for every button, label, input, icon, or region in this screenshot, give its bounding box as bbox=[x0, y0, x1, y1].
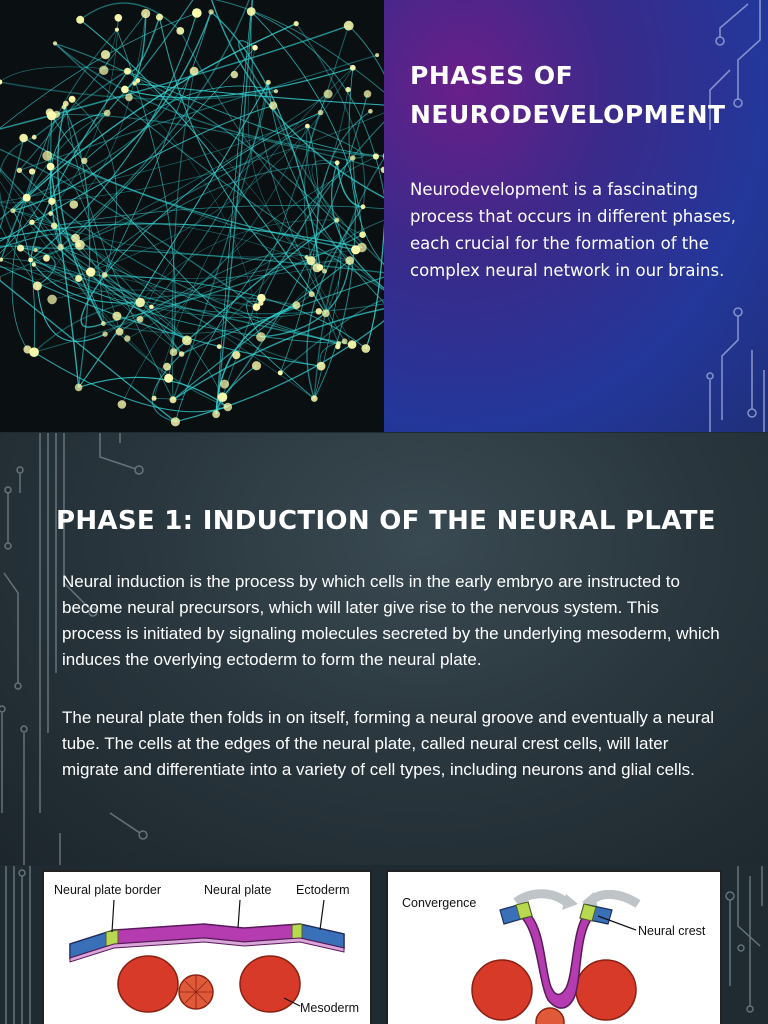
mesoderm-left bbox=[118, 956, 178, 1012]
neuron-node bbox=[192, 8, 202, 18]
neuron-node bbox=[182, 336, 192, 346]
label-neural-plate-border: Neural plate border bbox=[54, 883, 162, 897]
neuron-node bbox=[322, 309, 330, 317]
neuron-node bbox=[309, 291, 315, 297]
neuron-node bbox=[232, 351, 240, 359]
neuron-node bbox=[104, 110, 111, 117]
neuron-node bbox=[29, 168, 35, 174]
neuron-node bbox=[115, 28, 119, 32]
neuron-node bbox=[29, 347, 39, 357]
neuron-fiber bbox=[135, 84, 384, 106]
neuron-node bbox=[220, 380, 229, 389]
neuron-node bbox=[274, 89, 278, 93]
neural-plate-figure bbox=[42, 870, 372, 1024]
neuron-node bbox=[342, 338, 348, 344]
neuron-node bbox=[135, 78, 140, 83]
neuron-node bbox=[269, 102, 277, 110]
neuron-node bbox=[51, 223, 58, 230]
slide-phase-1 bbox=[0, 433, 768, 865]
neuron-node bbox=[364, 90, 372, 98]
slide-intro-text: Neurodevelopment is a fascinating process that occurs in different phases, each crucial for the formation of the complex neural network in our brains. bbox=[410, 180, 736, 280]
neuron-node bbox=[179, 351, 185, 357]
neuron-node bbox=[124, 335, 130, 341]
neuron-fiber bbox=[154, 398, 183, 399]
neuron-node bbox=[294, 21, 299, 26]
neuron-node bbox=[99, 66, 108, 75]
neuron-node bbox=[312, 263, 321, 272]
neuron-node bbox=[247, 7, 256, 16]
phase-1-paragraph-1: Neural induction is the process by which cells in the early embryo are instructed to become neural precursors, which will later give rise to the nervous system. This process is initiated by signaling molecules secreted by the underlying mesoderm, which induces the overlying ectoderm to form the neural plate. bbox=[62, 572, 720, 669]
neuron-node bbox=[124, 68, 131, 75]
neuron-node bbox=[116, 328, 124, 336]
neuron-node bbox=[311, 395, 318, 402]
neuron-network-image bbox=[0, 0, 384, 432]
neuron-node bbox=[32, 135, 37, 140]
neuron-node bbox=[345, 87, 350, 92]
neuron-node bbox=[75, 384, 83, 392]
neuron-node bbox=[33, 281, 42, 290]
neuron-node bbox=[70, 200, 79, 209]
neuron-node bbox=[176, 27, 184, 35]
neuron-node bbox=[344, 21, 354, 31]
neuron-node bbox=[318, 110, 324, 116]
neuron-node bbox=[141, 9, 150, 18]
neuron-node bbox=[29, 220, 34, 225]
neuron-node bbox=[317, 362, 326, 371]
slide-title-heading: PHASES OF NEURODEVELOPMENT bbox=[410, 61, 726, 129]
neuron-node bbox=[86, 267, 95, 276]
neuron-node bbox=[149, 305, 154, 310]
neuron-node bbox=[257, 294, 265, 302]
neuron-fiber bbox=[251, 11, 345, 341]
neuron-node bbox=[102, 272, 108, 278]
neuron-node bbox=[345, 256, 354, 265]
neuron-node bbox=[112, 312, 121, 321]
slide-neural-plate-figures bbox=[0, 866, 768, 1024]
neuron-node bbox=[373, 153, 379, 159]
neuron-network-illustration bbox=[0, 0, 384, 432]
neuron-node bbox=[118, 400, 127, 409]
neuron-node bbox=[252, 45, 258, 51]
neuron-fiber bbox=[206, 0, 384, 211]
neuron-fiber bbox=[201, 0, 384, 106]
neuron-node bbox=[190, 67, 199, 76]
neuron-node bbox=[17, 168, 22, 173]
neuron-node bbox=[19, 134, 28, 143]
label-convergence: Convergence bbox=[402, 896, 477, 910]
neuron-node bbox=[348, 340, 357, 349]
slide-title bbox=[0, 0, 768, 432]
neuron-node bbox=[231, 71, 238, 78]
neuron-node bbox=[217, 344, 222, 349]
neuron-node bbox=[137, 316, 144, 323]
neuron-node bbox=[115, 14, 123, 22]
neuron-node bbox=[135, 298, 145, 308]
neuron-node bbox=[164, 374, 173, 383]
neuron-node bbox=[23, 194, 31, 202]
neural-groove-diagram bbox=[388, 872, 722, 1024]
neuron-node bbox=[163, 363, 171, 371]
neuron-fiber bbox=[349, 26, 384, 211]
neuron-node bbox=[350, 155, 356, 161]
neuron-node bbox=[47, 163, 55, 171]
neuron-node bbox=[335, 160, 340, 165]
label-neural-crest: Neural crest bbox=[638, 924, 706, 938]
neuron-node bbox=[101, 321, 106, 326]
neuron-node bbox=[53, 41, 57, 45]
neuron-node bbox=[121, 86, 129, 94]
neuron-node bbox=[170, 396, 177, 403]
neuron-node bbox=[218, 392, 228, 402]
neuron-fiber bbox=[173, 220, 336, 352]
neuron-node bbox=[208, 9, 213, 14]
neuron-node bbox=[47, 295, 57, 305]
neuron-node bbox=[224, 403, 233, 412]
phase-1-paragraph-2: The neural plate then folds in on itself, forming a neural groove and eventually a neural tube. The cells at the edges of the neural plate, called neural crest cells, will later migrate and differentiate into a variety of cell types, including neurons and glial cells. bbox=[62, 708, 715, 779]
neuron-node bbox=[170, 348, 178, 356]
neuron-fiber bbox=[0, 67, 128, 82]
neuron-node bbox=[102, 331, 107, 336]
neuron-fibers bbox=[0, 0, 384, 422]
neuron-node bbox=[28, 258, 33, 263]
neuron-node bbox=[32, 262, 36, 266]
neuron-node bbox=[46, 109, 54, 117]
neuron-node bbox=[293, 301, 301, 309]
neuron-fiber bbox=[337, 163, 363, 207]
convergence-arrow-left bbox=[516, 894, 566, 902]
label-ectoderm: Ectoderm bbox=[296, 883, 350, 897]
neuron-node bbox=[278, 370, 283, 375]
neuron-node bbox=[252, 361, 261, 370]
neuron-node bbox=[368, 109, 373, 114]
neuron-node bbox=[75, 275, 82, 282]
neuron-node bbox=[101, 50, 110, 59]
phase-1-heading: PHASE 1: INDUCTION OF THE NEURAL PLATE bbox=[56, 506, 716, 536]
neuron-node bbox=[361, 204, 366, 209]
neuron-node bbox=[334, 218, 339, 223]
neuron-node bbox=[351, 245, 360, 254]
neuron-node bbox=[156, 14, 163, 21]
mesoderm-right bbox=[576, 960, 636, 1020]
neuron-node bbox=[152, 396, 157, 401]
neuron-fiber bbox=[216, 366, 256, 415]
neuron-node bbox=[125, 94, 133, 102]
neuron-node bbox=[57, 244, 63, 250]
neuron-node bbox=[81, 158, 87, 164]
neuron-node bbox=[48, 198, 55, 205]
neuron-node bbox=[336, 341, 341, 346]
neuron-node bbox=[361, 344, 370, 353]
mesoderm-right bbox=[240, 956, 300, 1012]
neuron-node bbox=[322, 269, 327, 274]
neuron-node bbox=[307, 256, 316, 265]
neuron-node bbox=[33, 248, 37, 252]
neuron-node bbox=[359, 231, 366, 238]
neuron-node bbox=[324, 90, 333, 99]
neural-groove-figure bbox=[386, 870, 722, 1024]
neuron-fiber bbox=[54, 205, 384, 225]
neuron-node bbox=[375, 53, 379, 57]
neuron-fiber bbox=[55, 43, 376, 156]
neuron-node bbox=[171, 417, 180, 426]
neuron-node bbox=[76, 242, 81, 247]
mesoderm-left bbox=[472, 960, 532, 1020]
neuron-node bbox=[69, 96, 76, 103]
convergence-arrow-right bbox=[592, 894, 638, 904]
neuron-node bbox=[212, 410, 220, 418]
neuron-node bbox=[256, 332, 266, 342]
neuron-node bbox=[62, 105, 67, 110]
neuron-node bbox=[266, 80, 271, 85]
neuron-node bbox=[42, 151, 52, 161]
neuron-node bbox=[17, 245, 24, 252]
plate-border-right bbox=[292, 924, 302, 939]
neuron-node bbox=[316, 308, 322, 314]
label-neural-plate: Neural plate bbox=[204, 883, 272, 897]
neuron-node bbox=[305, 124, 310, 129]
neuron-node bbox=[11, 208, 16, 213]
neuron-node bbox=[350, 65, 356, 71]
neuron-node bbox=[76, 16, 84, 24]
neuron-fiber bbox=[80, 3, 180, 31]
neuron-fiber bbox=[75, 48, 255, 238]
neuron-node bbox=[43, 255, 50, 262]
label-mesoderm: Mesoderm bbox=[300, 1001, 360, 1015]
neuron-node bbox=[48, 211, 53, 216]
notochord bbox=[536, 1008, 564, 1024]
